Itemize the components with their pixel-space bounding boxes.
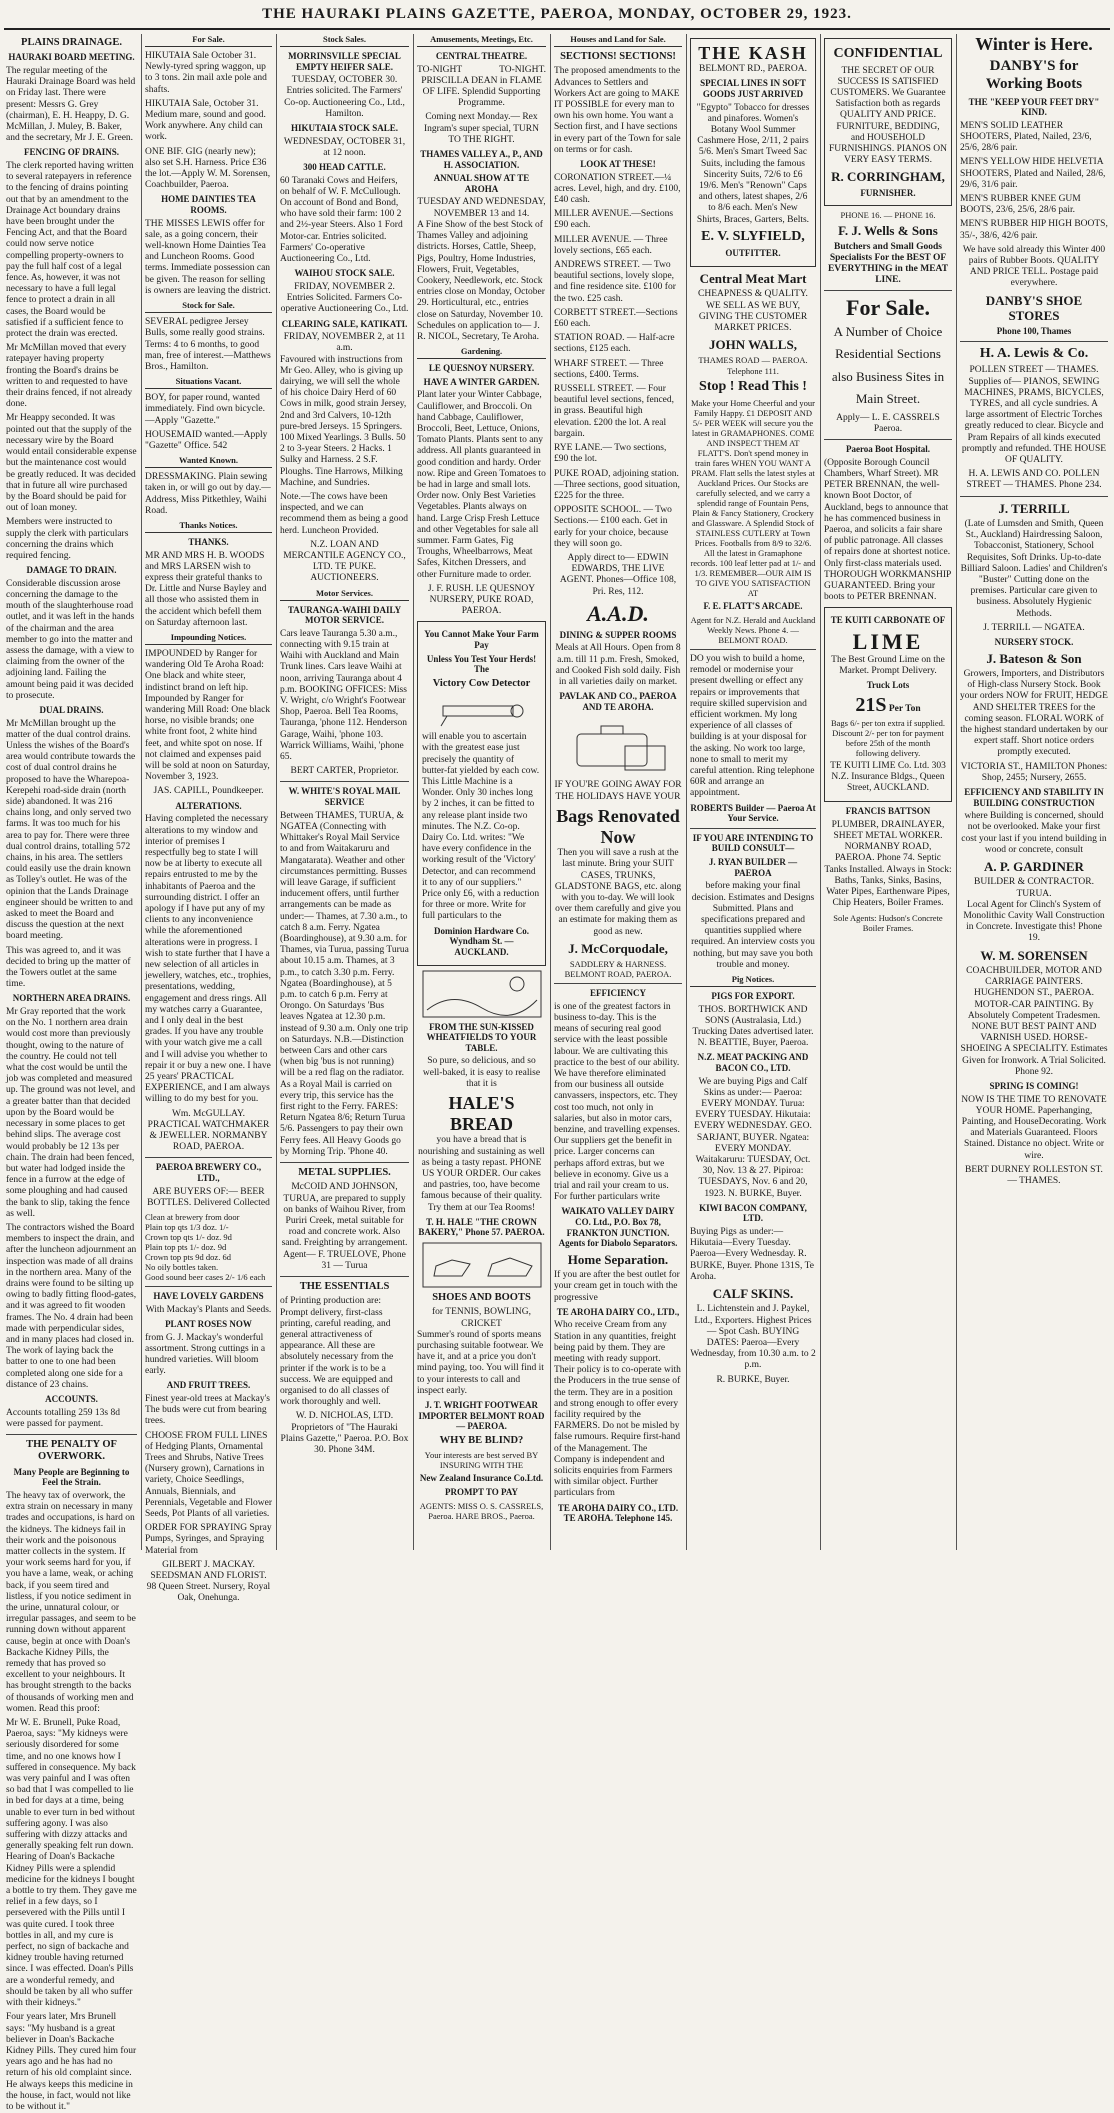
- column-divider: [956, 34, 957, 1550]
- ad-title: CLEARING SALE, KATIKATI.: [281, 318, 408, 329]
- lime-ad: [824, 607, 952, 802]
- showtime-left: TO-NIGHT: [417, 64, 463, 75]
- column-divider: [141, 34, 142, 1550]
- classified-ad: Growers, Importers, and Distributors of High-class Nursery Stock. Book your orders NOW for FRUIT, HEDGE AND SHELTER TREES for the coming season. FLORAL WORK of the highest standard undertaken by our expert staff. Short notice orders promptly executed.: [960, 668, 1108, 758]
- paragraph: Four years later, Mrs Brunell says: "My husband is a great believer in Doan's Backache Kidney Pills. They cured him four years ago and he has had no return of his old complaint since. He always keeps this medicine in the house, in fact, would not like to be without it.": [6, 2012, 137, 2112]
- masthead-rule: [4, 28, 1110, 30]
- ad-title: HIKUTAIA STOCK SALE.: [291, 123, 398, 134]
- ad-headline: LIME: [852, 629, 924, 655]
- classified-ad: COACHBUILDER, MOTOR AND CARRIAGE PAINTERS. HUGHENDON ST., PAEROA. MOTOR-CAR PAINTING. By Absolutely Competent Tradesmen. NONE BUT BEST PAINT AND VARNISH USED. HORSE-SHOEING A SPECIALITY. Estimates Given for Ironwork. A Trial Solicited. Phone 92.: [960, 965, 1108, 1077]
- classified-ad: THE SECRET OF OUR SUCCESS IS SATISFIED CUSTOMERS. We Guarantee Satisfaction both as regards QUALITY AND PRICE. FURNITURE, BEDDING, and HOUSEHOLD FURNISHINGS. PIANOS ON VERY EASY TERMS.: [829, 65, 947, 166]
- ad-signature: GILBERT J. MACKAY. SEEDSMAN AND FLORIST. 98 Queen Street. Nursery, Royal Oak, Onehunga.: [146, 1559, 271, 1604]
- ad-signature: F. E. FLATT'S ARCADE.: [703, 601, 803, 612]
- classified-ad: PRISCILLA DEAN in FLAME OF LIFE. Splendid Supporting Programme.: [421, 75, 542, 109]
- ad-title: FROM THE SUN-KISSED WHEATFIELDS TO YOUR TABLE.: [426, 1021, 537, 1053]
- section-header: Pig Notices.: [690, 974, 816, 987]
- ad-title: Home Separation.: [567, 1251, 669, 1267]
- dining-logo: A.A.D.: [587, 600, 649, 626]
- ad-signature: FURNISHER.: [860, 187, 916, 198]
- classified-ad: Buying Pigs as under:— Hikutaia—Every Tuesday. Paeroa—Every Wednesday. R. BURKE, Buyer. Phone 131S, Te Aroha.: [690, 1227, 814, 1282]
- ad-signature: J. McCorquodale,: [568, 940, 668, 956]
- ad-heading: PLANT ROSES NOW: [165, 1318, 252, 1329]
- classified-ad: The Best Ground Lime on the Market. Prompt Delivery.: [831, 654, 945, 677]
- ad-heading: SPRING IS COMING!: [989, 1080, 1079, 1091]
- classified-ad: Then you will save a rush at the last minute. Bring your SUIT CASES, TRUNKS, GLADSTONE BAGS, etc. along with you to-day. We will look over them carefully and give you an estimate for making them as good as new.: [554, 848, 682, 937]
- section-heading: FENCING OF DRAINS.: [24, 147, 119, 158]
- classified-ad: Butchers and Small Goods Specialists For the BEST OF EVERYTHING in the MEAT LINE.: [827, 241, 949, 286]
- ad-phone: Phone 100, Thames: [996, 326, 1072, 337]
- column-6: [690, 34, 816, 1550]
- ad-title: W. WHITE'S ROYAL MAIL SERVICE: [288, 786, 401, 808]
- classified-ad: will enable you to ascertain with the greatest ease just precisely the quantity of butter-fat yielded by each cow. This Little Machine is a Wonder. Only 30 inches long by 2 inches, it can be fitted to any release plant inside two minutes. The N.Z. Co-op. Dairy Co. Ltd. writes: "We have every confidence in the working result of the 'Victory' Detector, and can recommend it to any of our suppliers." Price only £6, with a reduction for three or more. Write for full particulars to the: [422, 732, 540, 922]
- classified-ad: IF YOU'RE GOING AWAY FOR THE HOLIDAYS HAVE YOUR: [554, 780, 682, 802]
- ad-signature: DANBY'S SHOE STORES: [985, 292, 1083, 323]
- ad-signature: W. D. NICHOLAS, LTD. Proprietors of "The Hauraki Plains Gazette," Paeroa. P.O. Box 30. Phone 34M.: [280, 1411, 409, 1455]
- price-row: Crown top pts 9d doz. 6d: [145, 1252, 231, 1263]
- classified-ad: HOUSEMAID wanted.—Apply "Gazette" Office. 542: [145, 429, 268, 451]
- classified-ad: So pure, so delicious, and so well-baked, it is easy to realise that it is: [422, 1056, 541, 1089]
- ad-address: SADDLERY & HARNESS. BELMONT ROAD, PAEROA.: [564, 959, 672, 980]
- ad-title: THANKS.: [188, 537, 229, 547]
- ad-title: A. P. GARDINER: [984, 859, 1084, 875]
- ad-title: PAEROA BREWERY CO., LTD.,: [155, 1162, 262, 1183]
- lime-price: 21S: [855, 694, 887, 716]
- listing: ANDREWS STREET. — Two beautiful sections, lovely slope, and fine residence site. £100 for the two. £25 cash.: [554, 260, 676, 304]
- ad-signature: OUTFITTER.: [725, 248, 781, 259]
- listing: MILLER AVENUE. — Three lovely sections, £65 each.: [554, 234, 668, 256]
- classified-ad: Entries solicited. The Farmers' Co-op. Auctioneering Co., Ltd., Hamilton.: [284, 86, 405, 119]
- classified-ad: NOW IS THE TIME TO RENOVATE YOUR HOME. Paperhanging, Painting, and HouseDecorating. Work and Materials Guaranteed. Floors Stained. Distance no object. Write or wire.: [961, 1094, 1107, 1161]
- ad-heading: TE KUITI CARBONATE OF: [830, 615, 946, 626]
- paragraph: Considerable discussion arose concerning the damage to the mouth of the slaughterhouse road outlet, and it was left in the hands of the chairman and the area member to go into the matter and assess the damage, with a view to claiming from the owner of the adjoining land. Failing the amount being paid it was decided to prosecute.: [6, 578, 135, 701]
- ad-title: CENTRAL THEATRE.: [435, 51, 528, 62]
- classified-ad: CHEAPNESS & QUALITY. WE SELL AS WE BUY, GIVING THE CUSTOMER MARKET PRICES.: [698, 289, 808, 333]
- ad-headline: Winter is Here.: [975, 34, 1093, 54]
- ad-title: FRANCIS BATTSON: [845, 806, 931, 817]
- ad-signature: AGENTS: MISS O. S. CASSRELS, Paeroa. HARE BROS., Paeroa.: [419, 1500, 544, 1521]
- paragraph: The heavy tax of overwork, the extra strain on necessary in many trades and occupations, is hard on the kidneys. The kidneys fail in their work and the poisonous matter collects in the system. If your work seems hard for you, if you have a lame, weak, or aching back, if you seem tired and listless, if you notice sediment in the urine, unnatural colour, or irregular passages, and seem to be running down without apparent cause, begin at once with Doan's Backache Kidney Pills, the remedy that has proved so excellent to your neighbours. It has brought strength to the backs of thousands of working men and women. Read this proof:: [6, 1490, 136, 1714]
- column-1: [6, 34, 137, 2112]
- section-header: Motor Services.: [280, 588, 409, 601]
- price-row: Crown top qts 1/- doz. 9d: [145, 1232, 232, 1243]
- victory-ad: [417, 621, 546, 965]
- ad-signature: E. V. SLYFIELD,: [701, 228, 805, 244]
- classified-ad: PLUMBER, DRAINLAYER, SHEET METAL WORKER. NORMANBY ROAD, PAEROA. Phone 74. Septic Tanks Installed. Always in Stock: Baths, Tanks, Sinks, Basins, Water Pipes, Earthenware Pipes, Chip Heaters, Boiler Frames.: [824, 819, 952, 909]
- price-row: No oily bottles taken.: [145, 1262, 219, 1273]
- ad-title: DANBY'S for Working Boots: [985, 58, 1083, 92]
- ad-title: CALF SKINS.: [712, 1286, 794, 1302]
- classified-ad: HIKUTAIA Sale October 31. Newly-tyred spring waggon, up to 3 tons. 2in mail axle pole and shafts.: [145, 51, 267, 95]
- column-2: [145, 34, 272, 1604]
- column-8: [960, 34, 1108, 1550]
- ad-signature: H. A. LEWIS AND CO. POLLEN STREET — THAMES. Phone 234.: [966, 469, 1102, 491]
- listing: MEN'S SOLID LEATHER SHOOTERS, Plated, Nailed, 23/6, 25/6, 28/6 pair.: [960, 120, 1092, 154]
- listing: CORONATION STREET.—¼ acres. Level, high, and dry. £100, £40 cash.: [554, 172, 681, 206]
- section-heading: DUAL DRAINS.: [39, 704, 104, 715]
- ad-heading: Unless You Test Your Herds! The: [426, 653, 537, 675]
- classified-ad: Coming next Monday.— Rex Ingram's super special, TURN TO THE RIGHT.: [424, 112, 539, 145]
- listing: MEN'S RUBBER KNEE GUM BOOTS, 23/6, 25/6, 28/6 pair.: [960, 194, 1081, 216]
- divider: [824, 439, 952, 440]
- classified-ad: CHOOSE FROM FULL LINES of Hedging Plants, Ornamental Trees and Shrubs, Native Trees (Nursery grown), Carnations in variety, Choice Seedlings, Annuals, Biennials, and Perennials, Vegetable and Flower Seeds, Pot Plants of all varieties.: [145, 1430, 272, 1519]
- ad-headline: HALE'S BREAD: [448, 1092, 515, 1135]
- ad-address: POLLEN STREET — THAMES.: [969, 365, 1099, 376]
- sports-shoes-illustration: [422, 1242, 542, 1288]
- masthead: THE HAURAKI PLAINS GAZETTE, PAEROA, MONDAY, OCTOBER 29, 1923.: [262, 6, 852, 22]
- classified-ad: We have sold already this Winter 400 pairs of Rubber Boots. QUALITY AND PRICE TELL. Postage paid everywhere.: [962, 244, 1106, 289]
- listing: STATION ROAD. — Half-acre sections, £125 each.: [554, 333, 675, 355]
- ad-date: WEDNESDAY, OCTOBER 31, at 12 noon.: [283, 136, 406, 158]
- ad-title: PIGS FOR EXPORT.: [711, 990, 795, 1001]
- column-3: [280, 34, 409, 1550]
- classified-ad: (Opposite Borough Council Chambers, Wharf Street). MR PETER BRENNAN, the well-known Boot Doctor, of Auckland, begs to announce that he has commenced business in Paeroa, and solicits a fair share of public patronage. All classes of repairs done at shortest notice. Only first-class materials used. THOROUGH WORKMANSHIP GUARANTEED. Bring your boots to PETER BRENNAN.: [824, 457, 951, 603]
- classified-ad: where Building is concerned, should not be overlooked. Make your first cost your last if you intend building in wood or concrete, consult: [961, 811, 1107, 855]
- paragraph: This was agreed to, and it was decided to bring up the matter of the Towers outlet at the same time.: [6, 945, 131, 990]
- classified-ad: Favoured with instructions from Mr Geo. Alley, who is giving up dairying, we will sell the whole of his choice Dairy Herd of 60 Cows in milk, good strain Jersey, 2nd and 3rd Calvers, 10-12th pure-bred Jerseys. 15 Springers. 100 Mixed Yearlings. 3 Bulls. 50 2 to 3-year Steers. 2 Hacks. 1 Sulky and Harness. 2 S.F. Ploughs. Tine Harrows, Milking Machine, and Sundries.: [280, 354, 407, 488]
- ad-heading: PROMPT TO PAY: [444, 1486, 518, 1497]
- paragraph: The clerk reported having written to several ratepayers in reference to the fencing of drains pointing out that by an amendment to the Drainage Act boundary drains have been brought under the Fencing Act, and that the Board could now serve notice compelling property-owners to pay the full half cost of a legal fence. As, however, it was not necessary to have a full legal fence to protect a drain in all cases, the Board would be satisfied if a sufficient fence to protect the drain was erected.: [6, 161, 134, 340]
- classified-ad: IMPOUNDED by Ranger for wandering Old Te Aroha Road: One black and white steer, indistinct brand on left hip. Impounded by Ranger for wandering Mill Road: One black horse, no visible brands; one white front foot, 2 white hind feet, and white spot on nose. If not claimed and expenses paid will be sold at noon on Saturday, November 3, 1923.: [145, 649, 271, 783]
- ad-title: EFFICIENCY: [589, 988, 646, 999]
- ad-title: SECTIONS! SECTIONS!: [560, 51, 676, 63]
- paragraph: Accounts totalling 259 13s 8d were passed for payment.: [6, 1407, 120, 1429]
- section-header: For Sale.: [145, 34, 272, 47]
- listing: RYE LANE.— Two sections, £90 the lot.: [554, 443, 667, 465]
- ad-title: CONFIDENTIAL: [833, 46, 943, 61]
- ad-date: FRIDAY, NOVEMBER 2, at 11 a.m.: [283, 332, 406, 354]
- price-block: [829, 694, 947, 718]
- ad-date: FRIDAY, NOVEMBER 2.: [294, 281, 395, 292]
- ad-heading: SPECIAL LINES IN SOFT GOODS JUST ARRIVED: [700, 78, 806, 100]
- classified-ad: Having completed the necessary alterations to my window and interior of premises I respectfully beg to state I will now be at liberty to execute all repairs entrusted to me by the inhabitants of Paeroa and the surrounding district. I offer an apology if I have put any of my clients to any inconvenience while the aforementioned alterations were in progress. I wish to state further that I have a new selection of all articles in jewellery, watches, etc., trophies, presentations, wedding, engagement and dress rings. All my watches carry a Guarantee, and I only deal in the best grades. If you have any trouble with your watch give me a call and I will advise you whether to repair it or buy a new one. I have 25 years' PRACTICAL EXPERIENCE, and I am always willing to do my best for you.: [145, 814, 272, 1105]
- ad-subtitle: for TENNIS, BOWLING, CRICKET: [431, 1307, 532, 1329]
- ad-title: ALTERATIONS.: [175, 800, 242, 811]
- listing: MEN'S RUBBER HIP HIGH BOOTS, 35/-, 38/6, 42/6 pair.: [960, 219, 1108, 241]
- price-row: Good sound beer cases 2/- 1/6 each: [145, 1272, 266, 1283]
- ad-heading: Truck Lots: [866, 680, 910, 691]
- kash-ad: [690, 38, 816, 267]
- ad-subtitle: With Mackay's Plants and Seeds.: [145, 1304, 272, 1315]
- ad-title: HAVE LOVELY GARDENS: [153, 1291, 264, 1302]
- corringham-ad: [824, 38, 952, 206]
- classified-ad: If you are after the best outlet for your cream get in touch with the progressive: [554, 1270, 680, 1303]
- ad-heading: TE AROHA DAIRY CO., LTD.,: [556, 1306, 680, 1317]
- divider: [280, 1276, 409, 1277]
- listing: PUKE ROAD, adjoining station. —Three sections, good situation, £225 for the three.: [554, 468, 680, 501]
- ad-signature: BERT CARTER, Proprietor.: [290, 766, 399, 777]
- ad-heading: THE "KEEP YOUR FEET DRY" KIND.: [968, 96, 1100, 118]
- ad-date: TUESDAY AND WEDNESDAY, NOVEMBER 13 and 14.: [417, 197, 546, 219]
- divider: [960, 496, 1108, 497]
- divider: [145, 1286, 272, 1287]
- ad-title: DINING & SUPPER ROOMS: [559, 629, 677, 640]
- section-header: Houses and Land for Sale.: [554, 34, 682, 47]
- ad-subtitle: ARE BUYERS OF:— BEER BOTTLES. Delivered Collected: [147, 1186, 270, 1208]
- ad-signature: TE AROHA DAIRY CO., LTD. TE AROHA. Telephone 145.: [557, 1502, 679, 1524]
- column-7: [824, 34, 952, 1550]
- ad-signature: Dominion Hardware Co. Wyndham St. — AUCKLAND.: [433, 925, 530, 957]
- article-subtitle: Many People are Beginning to Feel the Strain.: [13, 1466, 130, 1488]
- ad-title: MORRINSVILLE SPECIAL EMPTY HEIFER SALE.: [288, 51, 401, 72]
- ad-title: Central Meat Mart: [699, 271, 807, 287]
- classified-ad: THE MISSES LEWIS offer for sale, as a going concern, their well-known Home Dainties Tea and Luncheon Rooms. Good terms. Immediate possession can be given. The reason for selling is owners are leaving the district.: [145, 218, 271, 296]
- paragraph: Mr Heappy seconded. It was pointed out that the supply of the necessary wire by the Board would entail considerable expense but the maintenance cost would be greatly reduced. It was decided that in future all wire purchased by the Board should be paid for out of loan money.: [6, 413, 137, 514]
- classified-ad: 60 Taranaki Cows and Heifers, on behalf of W. F. McCullough. On account of Bond and Bond, who have sold their farm: 100 2 and 2½-year Steers. Also 1 Ford Motor-car. Entries solicited. Farmers' Co-operative Auctioneering Co., Ltd.: [280, 175, 403, 265]
- ad-title: THAMES VALLEY A., P., AND H. ASSOCIATION.: [420, 149, 543, 170]
- price-row: Plain top pts 1/- doz. 9d: [145, 1242, 227, 1253]
- section-heading: ACCOUNTS.: [45, 1393, 98, 1404]
- classified-ad: Your interests are best served BY INSURING WITH THE: [424, 1450, 539, 1471]
- classified-ad: (Late of Lumsden and Smith, Queen St., Auckland) Hairdressing Saloon, Tobacconist, Stationery, School Requisites, Soft Drinks. Up-to-date Billiard Saloon. Ladies' and Children's "Buster" Cutting done on the premises. Particular care given to business. Absolutely Hygienic Methods.: [960, 519, 1108, 619]
- classified-ad: ONE BIF. GIG (nearly new); also set S.H. Harness. Price £36 the lot.—Apply W. M. Sorensen, Coachbuilder, Paeroa.: [145, 146, 271, 191]
- classified-ad: A Fine Show of the best Stock of Thames Valley and adjoining districts. Horses, Cattle, Sheep, Pigs, Poultry, Home Industries, Flowers, Fruit, Vegetables, Cookery, Needlework, etc. Stock entries close on Monday, October 29. Horticultural, etc., entries close on Saturday, November 10. Schedules on application to— J. R. NICOL, Secretary, Te Aroha.: [417, 219, 545, 342]
- ad-signature: WAIKATO VALLEY DAIRY CO. Ltd., P.O. Box 78, FRANKTON JUNCTION. Agents for Diabolo Separators.: [558, 1206, 678, 1249]
- classified-ad: "Egypto" Tobacco for dresses and pinafores. Women's Botany Wool Summer Cashmere Hose, 2/11, 2 pairs 5/6. Men's Smart Tweed Sac Suits, including the famous Sincerity Suits, 72/6 to £6 19/6. Men's "Renown" Caps and others, latest shapes, 2/6 to 8/6 each. Men's New Shirts, Braces, Garters, Belts.: [696, 102, 810, 225]
- ad-title: Victory Cow Detector: [432, 677, 531, 689]
- ad-date: TUESDAY, OCTOBER 30.: [291, 75, 398, 86]
- classified-ad: Finest year-old trees at Mackay's The buds were cut from bearing trees.: [145, 1393, 270, 1427]
- ad-signature: T. H. HALE "THE CROWN BAKERY," Phone 57. PAEROA.: [418, 1216, 545, 1238]
- ad-signature: VICTORIA ST., HAMILTON Phones: Shop, 2455; Nursery, 2655.: [960, 761, 1108, 783]
- section-header: Situations Vacant.: [145, 376, 272, 389]
- ad-headline: New Zealand Insurance Co.Ltd.: [419, 1473, 544, 1484]
- divider: [554, 983, 682, 984]
- wheatfield-illustration: [422, 970, 542, 1018]
- divider: [280, 781, 409, 782]
- section-header: Stock Sales.: [280, 34, 409, 47]
- ad-signature: PAVLAK AND CO., PAEROA AND TE AROHA.: [559, 691, 677, 712]
- paragraph: The regular meeting of the Hauraki Drainage Board was held on Friday last. There were present: Messrs G. Grey (chairman), E. H. Heappy, D. G. McMillan, J. Muley, B. Baker, and the secretary, Mr J. E. Green.: [6, 65, 136, 144]
- ad-heading: LOOK AT THESE!: [580, 159, 656, 170]
- ad-title: F. J. Wells & Sons: [838, 223, 938, 239]
- classified-ad: ORDER FOR SPRAYING Spray Pumps, Syringes, and Spraying Material from: [145, 1523, 272, 1556]
- section-header: Amusements, Meetings, Etc.: [417, 34, 546, 47]
- price-row: Plain top qts 1/3 doz. 1/-: [145, 1222, 229, 1233]
- ad-headline: For Sale.: [846, 295, 930, 321]
- paragraph: Mr McMillan moved that every ratepayer having property fronting the Board's drains be written to and requested to have their drains fenced, if not already done.: [6, 343, 133, 410]
- section-heading: NORTHERN AREA DRAINS.: [12, 993, 131, 1004]
- ad-signature: BERT DURNEY ROLLESTON ST. — THAMES.: [965, 1164, 1103, 1186]
- ad-title: Paeroa Boot Hospital.: [845, 444, 931, 455]
- lime-price-unit: Per Ton: [888, 704, 921, 714]
- classified-ad: SEVERAL pedigree Jersey Bulls, some really good strains. Terms: 4 to 6 months, to good man, free of interest.—Matthews Bros., Hamilton.: [145, 317, 271, 372]
- ad-title: HOME DAINTIES TEA ROOMS.: [161, 194, 256, 216]
- ad-signature: N.Z. LOAN AND MERCANTILE AGENCY CO., LTD. TE PUKE. AUCTIONEERS.: [283, 539, 406, 584]
- section-heading: DAMAGE TO DRAIN.: [26, 565, 117, 576]
- ad-signature: R. CORRINGHAM,: [831, 169, 945, 185]
- classified-ad: from G. J. Mackay's wonderful assortment. Strong cuttings in a hundred varieties. Will bloom early.: [145, 1332, 266, 1377]
- classified-ad: MR AND MRS H. B. WOODS and MRS LARSEN wish to express their grateful thanks to Dr. Little and Nurse Bayley and all those who assisted them in the accident which befell them on Saturday afternoon last.: [145, 550, 267, 628]
- section-header: Impounding Notices.: [145, 632, 272, 645]
- ad-title: TAURANGA-WAIHI DAILY MOTOR SERVICE.: [287, 604, 402, 626]
- paragraph: Mr Gray reported that the work on the No. 1 northern area drain would cost more than previously thought, owing to the nature of the country. He could not tell what the cost would be until the job was completed and measured up. The ground was not level, and a greater batter than that decided upon by the Board would be necessary in some places to get behind slips. The average cost would probably be 12 13s per chain. The drain had been fenced, but water had lodged inside the fence in a furrow at the edge of some ploughing and had caused the bank to slip, taking the fence as well.: [6, 1007, 136, 1219]
- ad-signature: R. BURKE, Buyer.: [716, 1374, 790, 1385]
- ad-signature: Apply direct to— EDWIN EDWARDS, THE LIVE AGENT. Phones—Office 108, Pri. Res, 112.: [559, 552, 677, 597]
- classified-ad: you have a bread that is nourishing and sustaining as well as being a tasty repast. PHONE US YOUR ORDER. Our cakes and pastries, too, have become famous because of their quality. Try them at our Tea Rooms!: [418, 1135, 545, 1213]
- column-divider: [820, 34, 821, 1550]
- section-header: Thanks Notices.: [145, 520, 272, 533]
- column-divider: [276, 34, 277, 1550]
- classified-ad: McCOID AND JOHNSON, TURUA, are prepared to supply on banks of Waihou River, from Puriri Creek, metal suitable for road and concrete work. Also sand. Freighting by arrangement. Agent— F. TRUELOVE, Phone 31 — Turua: [281, 1182, 408, 1271]
- ad-heading: You Cannot Make Your Farm Pay: [424, 629, 539, 651]
- ad-address: THAMES ROAD — PAEROA. Telephone 111.: [698, 355, 808, 376]
- ad-headline: THE KASH: [698, 43, 808, 63]
- ad-signature: Sole Agents: Hudson's Concrete Boiler Frames.: [833, 912, 943, 933]
- luggage-illustration: [563, 716, 673, 776]
- listing: OPPOSITE SCHOOL. — Two Sections.— £100 each. Get in early for your choice, because they will soon go.: [554, 505, 672, 549]
- ad-title: WAIHOU STOCK SALE.: [294, 268, 395, 279]
- classified-ad: The proposed amendments to the Advances to Settlers and Workers Act are going to MAKE IT POSSIBLE for every man to own his own home. You want a Section first, and I have sections in every part of the Town for sale on terms or for cash.: [554, 66, 681, 155]
- price-list: [145, 1212, 272, 1282]
- ad-heading: NURSERY STOCK.: [994, 637, 1074, 648]
- column-divider: [686, 34, 687, 1550]
- ad-signature: JOHN WALLS,: [709, 337, 797, 353]
- classified-ad: Cars leave Tauranga 5.30 a.m., connecting with 9.15 train at Waihi with Auckland and Main Trunk lines. Cars leave Waihi at noon, arriving Tauranga about 4 p.m. BOOKING OFFICES: Miss V. Wright, c/o Wright's Footwear Shop, Paeroa. Bell Tea Rooms, Tauranga, 'phone 112. Henderson Garage, Waihi, 'phone 103. Warrick Williams, Waihi, 'phone 65.: [280, 628, 408, 763]
- ad-address: Agent for N.Z. Herald and Auckland Weekly News. Phone 4. — BELMONT ROAD.: [690, 614, 816, 645]
- ad-title: W. M. SORENSEN: [980, 947, 1088, 963]
- ad-title: J. Bateson & Son: [986, 650, 1082, 666]
- paragraph: The contractors wished the Board members to inspect the drain, and after the luncheon adjournment an inspection was made of all drains in the northern area. Many of the drains were found to be silting up owing to badly fitting flood-gates, and it was agreed to fit wooden frames. The No. 4 drain had been made with perpendicular sides, and in many places had closed in. The work of laying back the batter to one to one had been completed along one side for a distance of 23 chains.: [6, 1222, 137, 1390]
- phone-line: PHONE 16. — PHONE 16.: [840, 210, 936, 221]
- divider: [145, 1157, 272, 1158]
- classified-ad: L. Lichtenstein and J. Paykel, Ltd., Exporters. Highest Prices — Spot Cash. BUYING DATES: Paeroa—Every Wednesday, from 10.30 a.m. to 2 p.m.: [690, 1304, 816, 1371]
- cow-detector-illustration: [437, 694, 527, 728]
- classified-ad: HIKUTAIA Sale, October 31. Medium mare, sound and good. Work anywhere. Any child can work.: [145, 98, 266, 143]
- classified-ad: THOS. BORTHWICK AND SONS (Australasia, Ltd.) Trucking Dates advertised later. N. BEATTIE, Buyer, Paeroa.: [692, 1004, 814, 1049]
- ad-signature: J. TERRILL — NGATEA.: [983, 622, 1085, 633]
- classified-ad: Make your Home Cheerful and your Family Happy. £1 DEPOSIT AND 5/- PER WEEK will secure you the latest in GRAMAPHONES. COME AND INSPECT THEM AT FLATT'S. Don't spend money in train fares WHEN YOU WANT A PRAM. Flatt sells the latest styles at Auckland Prices. Our Stocks are carefully selected, and we carry a splendid range of Fountain Pens, Plain & Fancy Stationery, Crockery and Glassware. A Splendid Stock of STAINLESS CUTLERY at Town Prices. Footballs from 8/9 to 32/6. All the latest in Gramaphone records. 100 leaf letter pad at 1/- and 1/3. REMEMBER—OUR AIM IS TO GIVE YOU SATISFACTION AT: [690, 398, 816, 599]
- ad-signature: JAS. CAPILL, Poundkeeper.: [153, 786, 264, 797]
- divider: [280, 1162, 409, 1163]
- listing: WHARF STREET. — Three sections, £400. Terms.: [554, 358, 664, 380]
- ad-signature: J. F. RUSH. LE QUESNOY NURSERY, PUKE ROAD, PAEROA.: [427, 583, 536, 617]
- listing: MEN'S YELLOW HIDE HELVETIA SHOOTERS, Plated and Nailed, 28/6, 29/6, 31/6 pair.: [960, 157, 1106, 190]
- article-title: THE PENALTY OF OVERWORK.: [26, 1438, 117, 1463]
- ad-address: BELMONT RD., PAEROA.: [699, 64, 807, 75]
- divider: [6, 1434, 137, 1435]
- classified-ad: BOY, for paper round, wanted immediately. Find own bicycle.—Apply "Gazette.": [145, 393, 265, 426]
- divider: [690, 649, 816, 650]
- classified-ad: Note.—The cows have been inspected, and we can recommend them as being a good herd. Luncheon Provided.: [280, 491, 408, 536]
- section-header: Stock for Sale.: [145, 300, 272, 313]
- ad-heading: ANNUAL SHOW AT TE AROHA: [433, 173, 530, 194]
- ad-signature: J. RYAN BUILDER — PAEROA: [708, 857, 798, 878]
- classified-ad: Bags 6/- per ton extra if supplied. Discount 2/- per ton for payment before 25th of the month following delivery.: [830, 717, 945, 758]
- ad-title: WHY BE BLIND?: [439, 1434, 524, 1446]
- classified-ad: Entries Solicited. Farmers Co-operative Auctioneering Co., Ltd.: [280, 293, 409, 315]
- ad-signature: Wm. McGULLAY. PRACTICAL WATCHMAKER & JEWELLER. NORMANBY ROAD, PAEROA.: [147, 1108, 270, 1153]
- listing: CORBETT STREET.—Sections £60 each.: [554, 307, 678, 330]
- classified-ad: of Printing production are: Prompt delivery, first-class printing, careful reading, and general attractiveness of appearance. All these are absolutely necessary from the printer if the work is to be a success. We are equipped and organised to do all classes of work thoroughly and well.: [280, 1296, 394, 1408]
- classified-ad: is one of the greatest factors in business to-day. This is the means of securing real good service with the least possible labour. We are cultivating this practice to the best of our ability. We have therefore eliminated from our business all outside canvassers, inspectors, etc. They cost too much, not only in salaries, but also in motor cars, benzine, and travelling expenses. Our suppliers get the benefit in price. Larger concerns can perhaps afford extras, but we believe in economy. Give us a trial and rail your cream to us. For further particulars write: [554, 1001, 680, 1203]
- classified-ad: Local Agent for Clinch's System of Monolithic Cavity Wall Construction in Concrete. Investigate this! Phone 19.: [963, 899, 1105, 944]
- ad-heading: AND FRUIT TREES.: [166, 1380, 251, 1391]
- classified-ad: We are buying Pigs and Calf Skins as under:— Paeroa: EVERY MONDAY. Turua: EVERY TUESDAY. Hikutaia: EVERY WEDNESDAY. GEO. SARJANT, BUYER. Ngatea: EVERY MONDAY. Waitakaruru: TUESDAY, Oct. 30, Nov. 13 & 27. Pipiroa: TUESDAYS, Nov. 6 and 20, 1923. N. BURKE, Buyer.: [694, 1076, 812, 1199]
- section-header: Gardening.: [417, 346, 546, 359]
- classified-ad: A Number of Choice Residential Sections also Business Sites in Main Street.: [831, 324, 945, 406]
- classified-ad: before making your final decision. Estimates and Designs Submitted. Plans and specifications prepared and quantities supplied where required. An interview costs you nothing, but may save you both trouble and money.: [691, 881, 815, 970]
- price-row: Clean at brewery from door: [145, 1212, 240, 1223]
- ad-title: SHOES AND BOOTS: [432, 1292, 531, 1304]
- classified-ad: Between THAMES, TURUA, & NGATEA (Connecting with Whittaker's Royal Mail Service to and from Waitakaruru and Mangatarata). Weather and other circumstances permitting. Busses will leave Garage, if sufficient inducement offers, until further arrangements can be made as under:— Thames, at 7.30 a.m., to catch 8 a.m. Ferry. Ngatea (Boardinghouse), at 9.30 a.m. for Thames, via Turua, passing Turua about 10.15 a.m. Thames, at 3 p.m., to catch 3.30 p.m. Ferry. Ngatea (Boardinghouse), at 5 p.m. to catch 6 p.m. Ferry at Orongo. On Saturdays 'Bus leaves Ngatea at 12.30 p.m. instead of 9.30 a.m. Only one trip on Saturdays. N.B.—Distinction between Cars and other cars (when big 'bus is not running) will be a red flag on the radiator. As a Royal Mail is carried on every trip, this service has the first right to the Ferry. FARES: Return Ngatea 8/6; Return Turua 5/6. Passengers to pay their own Ferry fees. All Heavy Goods go by Morning Trip. 'Phone 40.: [280, 810, 409, 1157]
- article-title: PLAINS DRAINAGE.: [21, 37, 122, 48]
- ad-title: Stop ! Read This !: [699, 378, 807, 394]
- ad-title: KIWI BACON COMPANY, LTD.: [699, 1202, 807, 1224]
- ad-title: N.Z. MEAT PACKING AND BACON CO., LTD.: [697, 1052, 809, 1073]
- ad-signature: ROBERTS Builder — Paeroa At Your Service.: [690, 802, 816, 824]
- ad-title: THE ESSENTIALS: [299, 1280, 390, 1292]
- column-divider: [550, 34, 551, 1550]
- classified-ad: DRESSMAKING. Plain sewing taken in, or will go out by day.—Address, Miss Pitkethley, Waihi Road.: [145, 472, 271, 516]
- ad-signature: J. T. WRIGHT FOOTWEAR IMPORTER BELMONT ROAD — PAEROA.: [418, 1400, 545, 1432]
- ad-title: IF YOU ARE INTENDING TO BUILD CONSULT—: [692, 832, 814, 854]
- ad-title: LE QUESNOY NURSERY.: [428, 363, 535, 374]
- ad-heading: HAVE A WINTER GARDEN.: [423, 376, 540, 387]
- paragraph: Mr McMillan brought up the matter of the dual control drains. Unless the wishes of the Board's area would contribute towards the cost of dual control drains he proposed to have the Wharepoa-Kerepehi road-side drain (north side) abandoned. It was 216 chains long, and only served two farms. It was too much for his area to pay for. There were three dual control drains, totalling 572 chains, in his area. The settlers could easily use the drain known as Tolley's outlet. He was of the opinion that the Lands Drainage engineer should be written to and asked to meet the Board and discuss the question at the next board meeting.: [6, 718, 136, 942]
- listing: MILLER AVENUE.—Sections £90 each.: [554, 209, 674, 231]
- classified-ad: Supplies of— PIANOS, SEWING MACHINES, PRAMS, BICYCLES, TYRES, and all cycle sundries. A large assortment of Electric Torches greatly reduced to clear. Bicycle and Pram Repairs of all kinds executed promptly and refunded. THE HOUSE OF QUALITY.: [961, 376, 1107, 466]
- classified-ad: Who receive Cream from any Station in any quantities, freight being paid by them. They are meeting with ready support. Their policy is to co-operate with the Producers in the true sense of the term. They are in a position and strong enough to offer every facility required by the FARMERS. Do not be misled by false rumours. Require first-hand of the Management. The Company is independent and solicits enquiries from Farmers with similar object. Further particulars from: [554, 1320, 681, 1499]
- article-subtitle: HAURAKI BOARD MEETING.: [8, 52, 135, 63]
- divider: [824, 290, 952, 291]
- classified-ad: DO you wish to build a home, remodel or modernise your present dwelling or effect any repairs or improvements that require skilled supervision and efficient workmen. My long experience of all classes of building is at your disposal for the asking. No work too large, none to small to merit my careful attention. Ring telephone 60R and arrange an appointment.: [690, 654, 815, 799]
- ad-title: J. TERRILL: [998, 500, 1070, 516]
- column-divider: [413, 34, 414, 1550]
- ad-heading: EFFICIENCY AND STABILITY IN BUILDING CONSTRUCTION: [964, 787, 1104, 808]
- ad-signature: Apply— L. E. CASSRELS Paeroa.: [836, 412, 940, 434]
- section-header: Wanted Known.: [145, 455, 272, 468]
- showtime-right: TO-NIGHT.: [499, 64, 546, 75]
- showtime-row: [417, 65, 546, 76]
- ad-title: H. A. Lewis & Co.: [979, 345, 1089, 361]
- column-5: [554, 34, 682, 1550]
- divider: [960, 341, 1108, 342]
- ad-heading: 300 HEAD CATTLE.: [303, 162, 386, 173]
- ad-signature: TE KUITI LIME Co. Ltd. 303 N.Z. Insurance Bldgs., Queen Street, AUCKLAND.: [830, 760, 946, 794]
- ad-subtitle: BUILDER & CONTRACTOR. TURUA.: [974, 877, 1094, 899]
- ad-title: METAL SUPPLIES.: [298, 1166, 391, 1178]
- classified-ad: Plant later your Winter Cabbage, Cauliflower, and Broccoli. On hand Cabbage, Cauliflower, Broccoli, Beet, Lettuce, Onions, Tomato Plants. Plants sent to any address. All plants guaranteed in good condition and hardy. Order now. Ripe and Green Tomatoes to be had in large and small lots. Order now. Only Best Varieties Vegetables. Plants always on hand. Large Crisp Fresh Lettuce and other Vegetables for sale all summer. Farm Gates, Fig Troughs, Wheelbarrows, Meat Safes, Kitchen Dressers, and other Furniture made to order.: [417, 390, 546, 580]
- paragraph: Mr W. E. Brunell, Puke Road, Paeroa, says: "My kidneys were seriously disordered for some time, and no one knows how I suffered in consequence. My back was very painful and I was often so bad that I was compelled to lie in bed for days at a time, being unable to ever turn in bed without suffering agony. I was also suffering with dizzy attacks and generally speaking felt run down. Hearing of Doan's Backache Kidney Pills were a splendid medicine for the kidneys I bought a bottle to try them. They gave me relief in a few days, so I persevered with the Pills until I was quite cured. I took three bottles in all, and my cure is perfect, no sign of backache and kidney trouble having returned since. I was effected. Doan's Pills are a wonderful remedy, and should be taken by all who suffer with their kidneys.": [6, 1718, 137, 2009]
- paragraph: Members were instructed to supply the clerk with particulars concerning the drains which required fencing.: [6, 517, 129, 561]
- listing: RUSSELL STREET. — Four beautiful level sections, fenced, in grass. Beautiful high elevation. £200 the lot. A real bargain.: [554, 384, 675, 439]
- ad-headline: Bags Renovated Now: [556, 805, 680, 847]
- column-4: [417, 34, 546, 1550]
- classified-ad: Meals at All Hours. Open from 8 a.m. till 11 p.m. Fresh, Smoked, and Cooked Fish sold daily. Fish in all varieties daily on market.: [555, 643, 681, 687]
- divider: [690, 828, 816, 829]
- classified-ad: Summer's round of sports means purchasing suitable footwear. We have it, and at a price you don't mind paying, too. You will find it to your interests to call and inspect early.: [417, 1329, 544, 1396]
